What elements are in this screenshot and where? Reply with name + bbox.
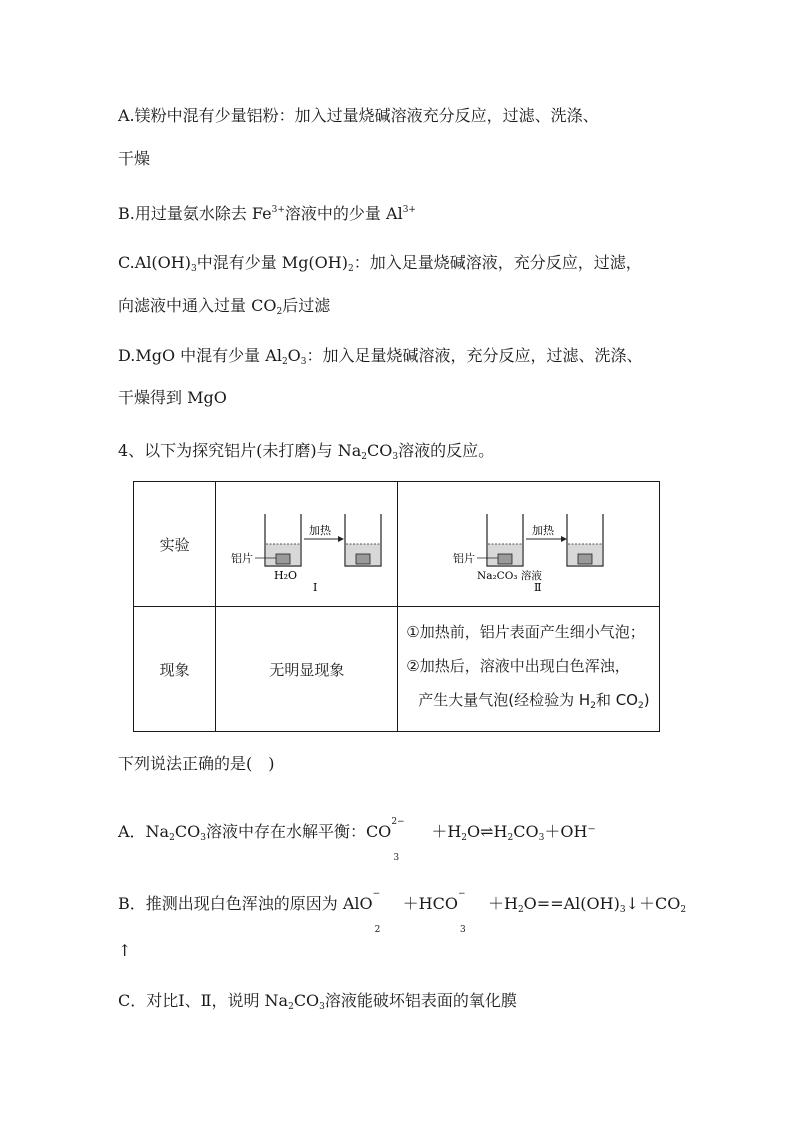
- option-d-text-cont: 干燥得到 MgO: [118, 388, 227, 407]
- option-text: O⇌H: [467, 822, 508, 841]
- heat-label: 加热: [532, 524, 555, 537]
- option-text: CO: [174, 822, 201, 841]
- subscript: 2: [507, 833, 514, 843]
- q4-stem-text: 4、以下为探究铝片(未打磨)与 Na: [118, 441, 362, 460]
- option-d-text: O: [287, 346, 301, 365]
- option-c-text: C.Al(OH): [118, 253, 191, 272]
- aluminum-label: 铝片: [453, 552, 476, 565]
- experiment-table: [133, 481, 660, 732]
- option-text: 溶液能破坏铝表面的氧化膜: [324, 991, 517, 1010]
- observation-2-line3: [406, 683, 659, 723]
- option-c-line2: [118, 295, 330, 323]
- subscript: 2: [276, 307, 283, 317]
- observation-2-line1: ①加热前，铝片表面产生细小气泡；: [406, 623, 645, 641]
- row-label-experiment: 实验: [134, 482, 216, 607]
- liquid-label: Na₂CO₃ 溶液: [477, 570, 542, 582]
- subscript: 3: [200, 833, 206, 843]
- option-c-text: 后过滤: [282, 296, 331, 315]
- option-b-text-mid: 溶液中的少量 Al: [284, 204, 403, 223]
- charge-top: −: [457, 889, 466, 899]
- liquid-label: H₂O: [273, 569, 297, 582]
- option-text: A．Na: [118, 822, 170, 841]
- subscript: 2: [461, 833, 468, 843]
- subscript: 2: [281, 357, 288, 367]
- option-d-text: D.MgO 中混有少量 Al: [118, 346, 282, 365]
- observation-text: 和 CO: [595, 691, 638, 709]
- up-arrow-symbol: ↑: [118, 941, 132, 960]
- subscript: 2: [517, 905, 524, 915]
- option-text: CO: [513, 822, 539, 841]
- q4-stem: [118, 440, 494, 468]
- option-text: C．对比Ⅰ、Ⅱ，说明 Na: [118, 991, 289, 1010]
- subscript: 3: [319, 1002, 325, 1012]
- option-a-text: A.镁粉中混有少量铝粉：加入过量烧碱溶液充分反应，过滤、洗涤、: [118, 106, 599, 125]
- subscript-bottom: 2: [374, 925, 381, 935]
- observation-2-line2: ②加热后，溶液中出现白色浑浊，: [406, 657, 630, 675]
- experiment-2-diagram: [401, 492, 656, 592]
- option-b-line: [118, 199, 416, 225]
- subscript: 2: [288, 1002, 294, 1012]
- option-d-text: ：加入足量烧碱溶液，充分反应，过滤、洗涤、: [306, 346, 643, 365]
- option-d-line1: [118, 345, 643, 373]
- option-c-line1: [118, 252, 642, 280]
- subscript: 2: [169, 833, 175, 843]
- table-row-experiment: [134, 482, 660, 607]
- q4-option-c: [118, 990, 517, 1018]
- option-text: 溶液中存在水解平衡：CO: [205, 822, 392, 841]
- option-a-line1: [118, 105, 599, 127]
- experiment-2-cell: [398, 482, 660, 607]
- option-b-text: B.用过量氨水除去 Fe: [118, 204, 272, 223]
- q4-stem-text: 溶液的反应。: [398, 441, 495, 460]
- q4-option-b-line2: [118, 940, 131, 962]
- observation-2: [398, 607, 660, 732]
- option-a-text-cont: 干燥: [118, 149, 151, 168]
- subscript-bottom: 3: [393, 853, 400, 863]
- subscript: 2: [638, 701, 644, 711]
- subscript: 3: [190, 264, 197, 274]
- charge-sup: 3+: [271, 205, 285, 215]
- option-text: ⁻: [587, 822, 596, 841]
- experiment-1-cell: [216, 482, 398, 607]
- option-text: CO: [293, 991, 320, 1010]
- option-text: ↓＋CO: [625, 894, 681, 913]
- q4-option-a: [118, 817, 596, 863]
- subscript-bottom: 3: [459, 925, 466, 935]
- option-text: ＋H: [487, 894, 518, 913]
- experiment-numeral: Ⅱ: [534, 581, 542, 592]
- option-c-text: 向滤液中通入过量 CO: [118, 296, 277, 315]
- table-row-observation: [134, 607, 660, 732]
- subscript: 3: [392, 452, 399, 462]
- subscript: 2: [361, 452, 368, 462]
- option-text: B．推测出现白色浑浊的原因为 AlO: [118, 894, 373, 913]
- option-c-text: 中混有少量 Mg(OH): [196, 253, 348, 272]
- subscript: 3: [300, 357, 307, 367]
- option-text: ＋H: [431, 822, 462, 841]
- observation-text: 产生大量气泡(经检验为 H: [418, 691, 591, 709]
- subscript: 3: [619, 905, 626, 915]
- charge-sup: 3+: [402, 205, 416, 215]
- q4-question: [118, 753, 275, 775]
- observation-text: ): [643, 691, 650, 709]
- row-label-observation: 现象: [134, 607, 216, 732]
- option-text: ＋HCO: [402, 894, 458, 913]
- option-d-line2: [118, 387, 227, 409]
- q4-stem-text: CO: [367, 441, 393, 460]
- option-text: ＋OH: [544, 822, 588, 841]
- q4-option-b: [118, 889, 687, 935]
- q4-question-text: 下列说法正确的是( ): [118, 754, 275, 773]
- subscript: 3: [538, 833, 545, 843]
- observation-1: 无明显现象: [216, 607, 398, 732]
- option-a-line2: [118, 148, 150, 170]
- experiment-numeral: I: [312, 581, 318, 592]
- option-c-text: ：加入足量烧碱溶液，充分反应，过滤，: [353, 253, 642, 272]
- heat-label: 加热: [308, 524, 331, 537]
- option-text: O==Al(OH): [523, 894, 620, 913]
- subscript: 2: [590, 701, 596, 711]
- subscript: 2: [348, 264, 354, 274]
- aluminum-label: 铝片: [230, 552, 253, 565]
- subscript: 2: [680, 905, 687, 915]
- charge-top: 2−: [391, 817, 405, 827]
- experiment-1-diagram: [217, 492, 397, 592]
- charge-top: −: [372, 889, 381, 899]
